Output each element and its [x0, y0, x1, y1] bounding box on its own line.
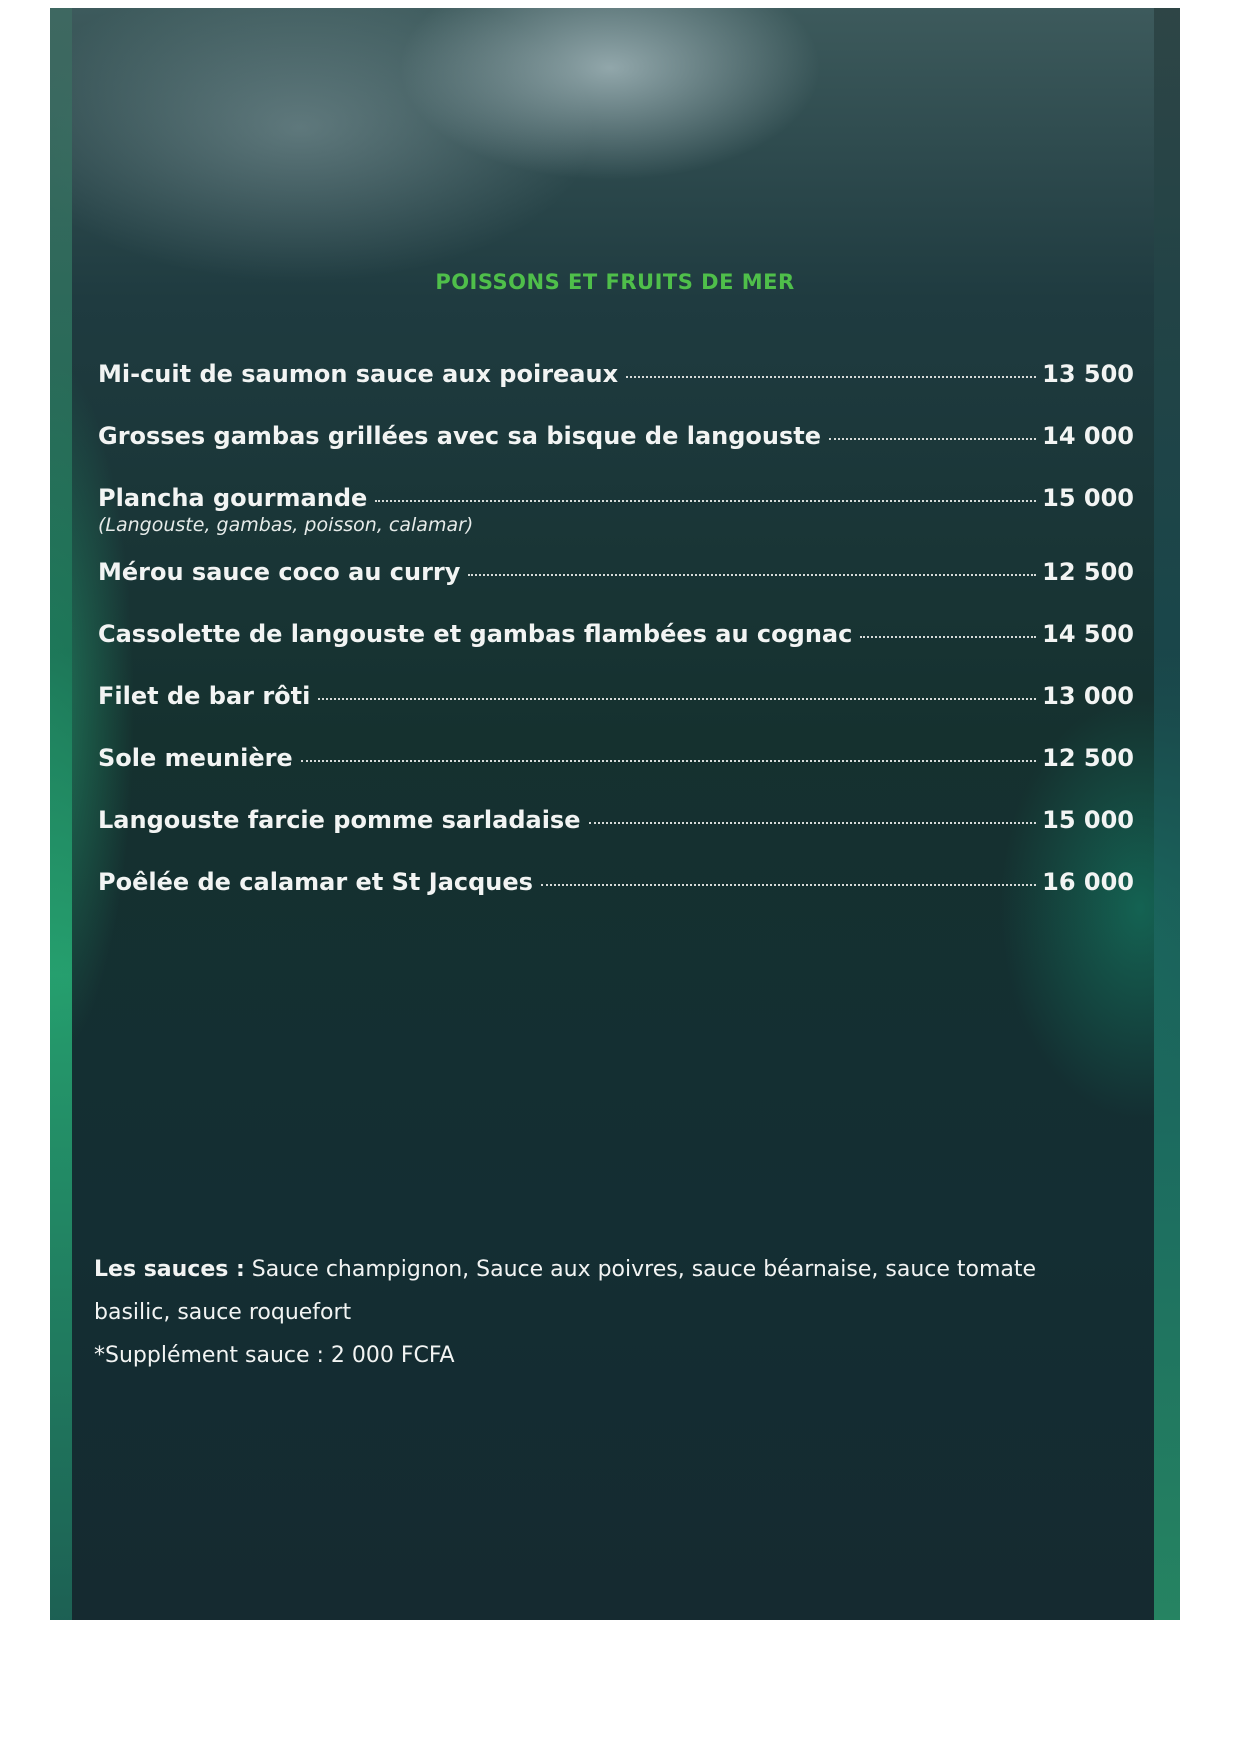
dot-leader — [626, 376, 1036, 378]
dot-leader — [589, 822, 1037, 824]
dot-leader — [301, 760, 1036, 762]
item-price: 15 000 — [1042, 806, 1134, 834]
item-name: Filet de bar rôti — [98, 682, 311, 710]
item-name: Mi-cuit de saumon sauce aux poireaux — [98, 360, 619, 388]
item-price: 13 000 — [1042, 682, 1134, 710]
sauce-supplement: *Supplément sauce : 2 000 FCFA — [94, 1343, 455, 1368]
item-name: Plancha gourmande — [98, 484, 368, 512]
menu-item — [98, 620, 1134, 648]
menu-item — [98, 558, 1134, 586]
sauces-label: Les sauces : — [94, 1257, 245, 1282]
sauces-note — [94, 1248, 1134, 1377]
card-left-edge — [50, 8, 72, 1620]
sauces-line-2: basilic, sauce roquefort — [94, 1300, 352, 1325]
menu-item — [98, 422, 1134, 450]
dot-leader — [829, 438, 1036, 440]
dot-leader — [541, 884, 1036, 886]
menu-item — [98, 360, 1134, 388]
dot-leader — [860, 636, 1036, 638]
card-right-edge — [1154, 8, 1180, 1620]
dot-leader — [318, 698, 1036, 700]
menu-item — [98, 682, 1134, 710]
menu-card — [50, 8, 1180, 1620]
item-name: Langouste farcie pomme sarladaise — [98, 806, 581, 834]
menu-item — [98, 868, 1134, 896]
item-price: 14 500 — [1042, 620, 1134, 648]
menu-item — [98, 484, 1134, 536]
item-name: Mérou sauce coco au curry — [98, 558, 461, 586]
item-name: Sole meunière — [98, 744, 293, 772]
menu-list — [98, 360, 1134, 896]
item-price: 16 000 — [1042, 868, 1134, 896]
section-title: POISSONS ET FRUITS DE MER — [435, 270, 795, 294]
item-description: (Langouste, gambas, poisson, calamar) — [98, 514, 474, 536]
sauces-line-1 — [94, 1248, 1134, 1291]
item-price: 15 000 — [1042, 484, 1134, 512]
item-name: Grosses gambas grillées avec sa bisque de langouste — [98, 422, 822, 450]
menu-item — [98, 806, 1134, 834]
item-price: 14 000 — [1042, 422, 1134, 450]
item-name: Cassolette de langouste et gambas flambées au cognac — [98, 620, 853, 648]
dot-leader — [375, 500, 1036, 502]
menu-item — [98, 744, 1134, 772]
item-price: 12 500 — [1042, 558, 1134, 586]
dot-leader — [468, 574, 1036, 576]
item-price: 12 500 — [1042, 744, 1134, 772]
item-name: Poêlée de calamar et St Jacques — [98, 868, 533, 896]
sauces-list: Sauce champignon, Sauce aux poivres, sauce béarnaise, sauce tomate — [244, 1257, 1037, 1282]
item-price: 13 500 — [1042, 360, 1134, 388]
